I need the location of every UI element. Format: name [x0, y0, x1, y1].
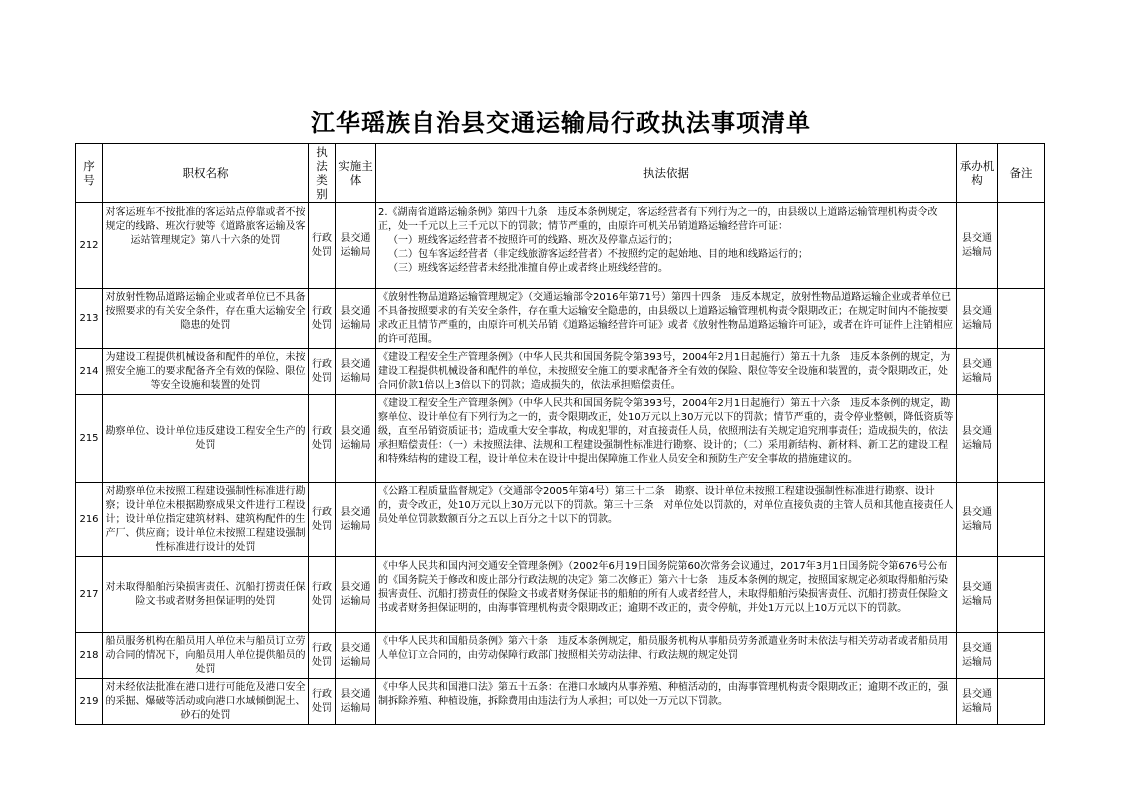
- row-basis-text: 《放射性物品道路运输管理规定》（交通运输部令2016年第71号）第四十四条 违反本规定，放射性物品道路运输企业或者单位已不具备按照要求的有关安全条件，存在重大运输安全隐患的，由县级以上道路运输管理机构责令限期改正；在规定时间内不能按要求改正且情节严重的，由原许可机关吊销《道路运输经营许可证》或者《放射性物品道路运输许可证》，或者在许可证件上注销相应的许可范围。: [378, 291, 953, 345]
- row-name-text: 对勘察单位未按照工程建设强制性标准进行勘察；设计单位未根据勘察成果文件进行工程设计；设计单位指定建筑材料、建筑构配件的生产厂、供应商；设计单位未按照工程建设强制性标准进行设计的处罚: [105, 485, 306, 553]
- row-basis: [376, 349, 957, 395]
- row-subject: 县交通运输局: [336, 633, 376, 679]
- table-row: [76, 557, 1045, 633]
- row-name: [103, 203, 309, 289]
- row-subject: 县交通运输局: [336, 203, 376, 289]
- row-category: 行政处罚: [309, 203, 336, 289]
- row-name: [103, 395, 309, 483]
- table-row: [76, 633, 1045, 679]
- header-category: 执法类别: [309, 144, 336, 203]
- header-subject: 实施主体: [336, 144, 376, 203]
- row-basis-text: 《公路工程质量监督规定》（交通部令2005年第4号）第三十二条 勘察、设计单位未按照工程建设强制性标准进行勘察、设计的，责令改正，处10万元以上30万元以下的罚款。第三十三条 对单位处以罚款的，对单位直接负责的主管人员和其他直接责任人员处单位罚款数额百分之五以上百分之十以下的罚款。: [378, 485, 954, 525]
- header-basis: 执法依据: [376, 144, 957, 203]
- row-remark: [998, 557, 1045, 633]
- row-basis: [376, 633, 957, 679]
- row-organ: 县交通运输局: [957, 395, 998, 483]
- row-organ: 县交通运输局: [957, 289, 998, 349]
- row-remark: [998, 203, 1045, 289]
- row-basis: [376, 203, 957, 289]
- row-name-text: 勘察单位、设计单位违反建设工程安全生产的处罚: [105, 425, 306, 451]
- table-row: [76, 679, 1045, 725]
- row-basis-text: 《中华人民共和国港口法》第五十五条：在港口水域内从事养殖、种植活动的，由海事管理机构责令限期改正；逾期不改正的，强制拆除养殖、种植设施，拆除费用由违法行为人承担；可以处一万元以下罚款。: [378, 681, 948, 707]
- row-category: 行政处罚: [309, 289, 336, 349]
- row-organ: 县交通运输局: [957, 679, 998, 725]
- row-name-text: 船员服务机构在船员用人单位未与船员订立劳动合同的情况下，向船员用人单位提供船员的处罚: [105, 635, 306, 675]
- row-basis: [376, 395, 957, 483]
- row-subject: 县交通运输局: [336, 679, 376, 725]
- row-no: 214: [76, 349, 103, 395]
- row-category: 行政处罚: [309, 679, 336, 725]
- table-row: [76, 203, 1045, 289]
- row-basis-text: 《中华人民共和国内河交通安全管理条例》（2002年6月19日国务院第60次常务会议通过，2017年3月1日国务院令第676号公布的《国务院关于修改和废止部分行政法规的决定》第二次修正）第六十七条 违反本条例的规定，按照国家规定必须取得船舶污染损害责任、沉船打捞责任的保险文书或者财务保证书的船舶的所有人或者经营人，未取得船舶污染损害责任、沉船打捞责任保险文书或者财务担保证明的，由海事管理机构责令限期改正；逾期不改正的，责令停航，并处1万元以上10万元以下的罚款。: [378, 560, 948, 614]
- row-no: 218: [76, 633, 103, 679]
- table-header-row: [76, 144, 1045, 203]
- table-row: [76, 395, 1045, 483]
- basis-item: （二）包车客运经营者（非定线旅游客运经营者）不按照约定的起始地、目的地和线路运行的；: [388, 248, 808, 260]
- header-no: 序号: [76, 144, 103, 203]
- row-name: [103, 289, 309, 349]
- row-name-text: 对未取得船舶污染损害责任、沉船打捞责任保险文书或者财务担保证明的处罚: [105, 581, 306, 607]
- row-organ: 县交通运输局: [957, 349, 998, 395]
- row-subject: 县交通运输局: [336, 483, 376, 557]
- header-name: 职权名称: [103, 144, 309, 203]
- header-organ: 承办机构: [957, 144, 998, 203]
- row-name: [103, 483, 309, 557]
- basis-item: （一）班线客运经营者不按照许可的线路、班次及停靠点运行的；: [388, 234, 678, 246]
- row-name-text: 对未经依法批准在港口进行可能危及港口安全的采掘、爆破等活动或向港口水域倾倒泥土、砂石的处罚: [105, 681, 306, 721]
- row-subject: 县交通运输局: [336, 395, 376, 483]
- row-no: 212: [76, 203, 103, 289]
- row-basis: [376, 483, 957, 557]
- row-basis: [376, 679, 957, 725]
- row-name: [103, 633, 309, 679]
- row-no: 213: [76, 289, 103, 349]
- row-subject: 县交通运输局: [336, 349, 376, 395]
- row-remark: [998, 483, 1045, 557]
- row-basis: [376, 557, 957, 633]
- row-subject: 县交通运输局: [336, 289, 376, 349]
- page-title: 江华瑶族自治县交通运输局行政执法事项清单: [311, 108, 811, 137]
- row-no: 217: [76, 557, 103, 633]
- row-no: 216: [76, 483, 103, 557]
- row-name: [103, 349, 309, 395]
- row-category: 行政处罚: [309, 349, 336, 395]
- row-no: 215: [76, 395, 103, 483]
- row-category: 行政处罚: [309, 557, 336, 633]
- row-basis-text: 《建设工程安全生产管理条例》（中华人民共和国国务院令第393号，2004年2月1日起施行）第五十六条 违反本条例的规定，勘察单位、设计单位有下列行为之一的，责令限期改正，处10万元以上30万元以下的罚款；情节严重的，责令停业整顿，降低资质等级，直至吊销资质证书；造成重大安全事故，构成犯罪的，对直接责任人员，依照刑法有关规定追究刑事责任；造成损失的，依法承担赔偿责任：（一）未按照法律、法规和工程建设强制性标准进行勘察、设计的；（二）采用新结构、新材料、新工艺的建设工程和特殊结构的建设工程，设计单位未在设计中提出保障施工作业人员安全和预防生产安全事故的措施建议的。: [378, 397, 954, 465]
- row-remark: [998, 395, 1045, 483]
- row-organ: 县交通运输局: [957, 557, 998, 633]
- row-basis-text: 《建设工程安全生产管理条例》（中华人民共和国国务院令第393号，2004年2月1日起施行）第五十九条 违反本条例的规定，为建设工程提供机械设备和配件的单位，未按照安全施工的要求配备齐全有效的保险、限位等安全设施和装置的，责令限期改正，处合同价款1倍以上3倍以下的罚款；造成损失的，依法承担赔偿责任。: [378, 351, 951, 391]
- row-name: [103, 557, 309, 633]
- table-row: [76, 289, 1045, 349]
- enforcement-table: [75, 143, 1045, 725]
- row-remark: [998, 633, 1045, 679]
- row-subject: 县交通运输局: [336, 557, 376, 633]
- row-no: 219: [76, 679, 103, 725]
- row-basis-text: 2.《湖南省道路运输条例》第四十九条 违反本条例规定，客运经营者有下列行为之一的，由县级以上道路运输管理机构责令改正，处一千元以上三千元以下的罚款；情节严重的，由原许可机关吊销道路运输经营许可证：: [378, 206, 938, 232]
- row-organ: 县交通运输局: [957, 483, 998, 557]
- table-row: [76, 483, 1045, 557]
- row-category: 行政处罚: [309, 483, 336, 557]
- row-remark: [998, 679, 1045, 725]
- row-name: [103, 679, 309, 725]
- row-remark: [998, 289, 1045, 349]
- row-basis-text: 《中华人民共和国船员条例》第六十条 违反本条例规定，船员服务机构从事船员劳务派遣业务时未依法与相关劳动者或者船员用人单位订立合同的，由劳动保障行政部门按照相关劳动法律、行政法规的规定处罚: [378, 635, 948, 661]
- row-category: 行政处罚: [309, 395, 336, 483]
- row-category: 行政处罚: [309, 633, 336, 679]
- row-organ: 县交通运输局: [957, 203, 998, 289]
- row-name-text: 为建设工程提供机械设备和配件的单位，未按照安全施工的要求配备齐全有效的保险、限位等安全设施和装置的处罚: [105, 351, 306, 391]
- table-row: [76, 349, 1045, 395]
- row-organ: 县交通运输局: [957, 633, 998, 679]
- header-remark: 备注: [998, 144, 1045, 203]
- row-name-text: 对客运班车不按批准的客运站点停靠或者不按规定的线路、班次行驶等《道路旅客运输及客运站管理规定》第八十六条的处罚: [105, 206, 306, 246]
- row-basis: [376, 289, 957, 349]
- row-name-text: 对放射性物品道路运输企业或者单位已不具备按照要求的有关安全条件，存在重大运输安全隐患的处罚: [105, 291, 306, 331]
- row-remark: [998, 349, 1045, 395]
- basis-item: （三）班线客运经营者未经批准擅自停止或者终止班线经营的。: [388, 262, 668, 274]
